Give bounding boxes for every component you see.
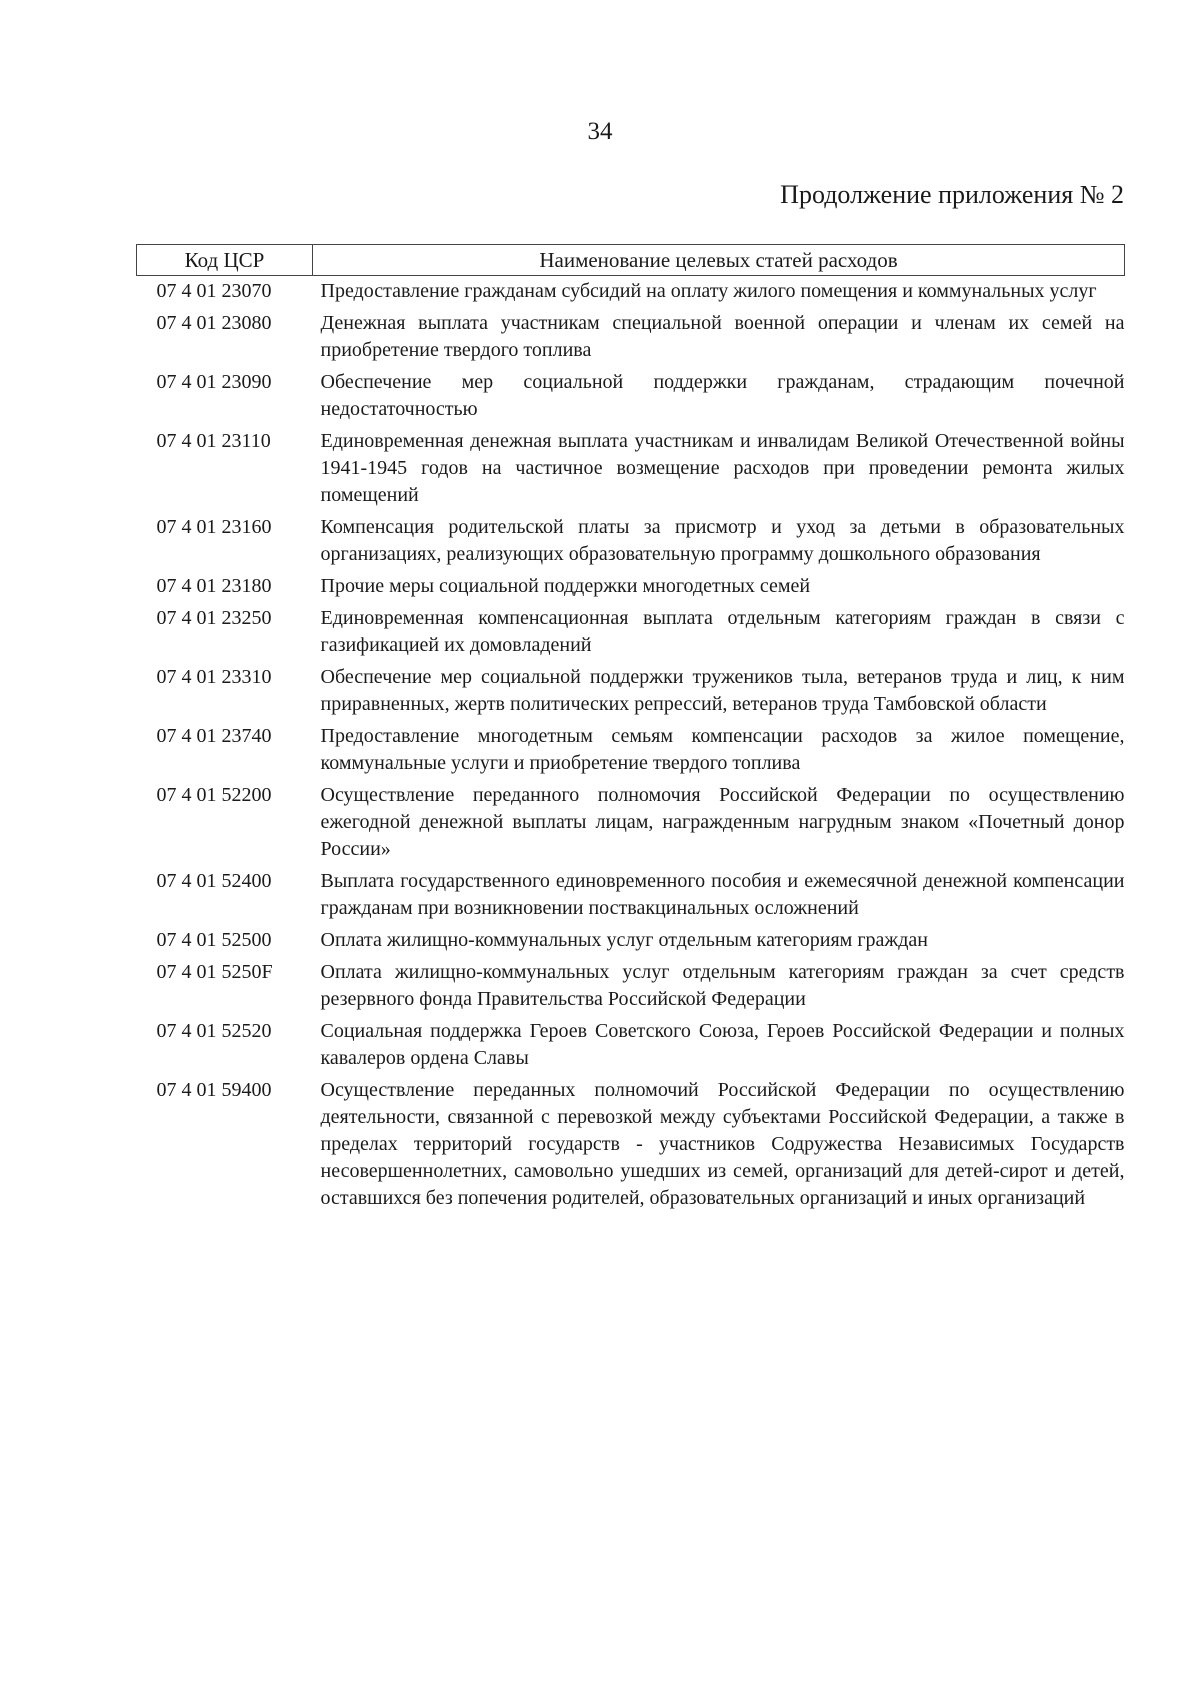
appendix-title: Продолжение приложения № 2 (780, 180, 1124, 209)
row-code: 07 4 01 52500 (156, 929, 272, 951)
header-code: Код ЦСР (137, 245, 313, 276)
row-name: Единовременная компенсационная выплата отдельным категориям граждан в связи с газификацией их домовладений (320, 607, 1125, 656)
row-name: Оплата жилищно-коммунальных услуг отдельным категориям граждан за счет средств резервного фонда Правительства Российской Федерации (320, 961, 1125, 1010)
header-name: Наименование целевых статей расходов (313, 245, 1125, 276)
table-row (137, 308, 1125, 367)
row-name: Осуществление переданных полномочий Российской Федерации по осуществлению деятельности, связанной с перевозкой между субъектами Российской Федерации, а также в пределах территорий государств - участников Содружества Независимых Государств несовершеннолетних, самовольно ушедших из семей, организаций для детей-сирот и детей, оставшихся без попечения родителей, образовательных организаций и иных организаций (320, 1079, 1125, 1209)
table-body (137, 276, 1125, 1216)
row-code: 07 4 01 23310 (156, 666, 272, 688)
row-name: Прочие меры социальной поддержки многодетных семей (320, 575, 811, 597)
table-row (137, 603, 1125, 662)
row-name: Социальная поддержка Героев Советского Союза, Героев Российской Федерации и полных кавалеров ордена Славы (320, 1020, 1125, 1069)
page-number: 34 (587, 118, 613, 145)
row-name: Осуществление переданного полномочия Российской Федерации по осуществлению ежегодной денежной выплаты лицам, награжденным нагрудным знаком «Почетный донор России» (320, 784, 1125, 860)
row-code: 07 4 01 59400 (156, 1079, 272, 1101)
row-code: 07 4 01 23180 (156, 575, 272, 597)
row-name: Денежная выплата участникам специальной военной операции и членам их семей на приобретение твердого топлива (320, 312, 1125, 361)
row-name: Выплата государственного единовременного пособия и ежемесячной денежной компенсации гражданам при возникновении поствакцинальных осложнений (320, 870, 1125, 919)
table-header-row (137, 245, 1125, 276)
row-code: 07 4 01 23090 (156, 371, 272, 393)
row-name: Обеспечение мер социальной поддержки тружеников тыла, ветеранов труда и лиц, к ним приравненных, жертв политических репрессий, ветеранов труда Тамбовской области (320, 666, 1125, 715)
table-row (137, 721, 1125, 780)
row-code: 07 4 01 5250F (156, 961, 273, 983)
row-code: 07 4 01 52520 (156, 1020, 272, 1042)
row-code: 07 4 01 23110 (156, 430, 271, 452)
row-code: 07 4 01 23160 (156, 516, 272, 538)
table-row (137, 276, 1125, 309)
row-name: Предоставление многодетным семьям компенсации расходов за жилое помещение, коммунальные услуги и приобретение твердого топлива (320, 725, 1125, 774)
table-row (137, 780, 1125, 866)
row-name: Обеспечение мер социальной поддержки гражданам, страдающим почечной недостаточностью (320, 371, 1125, 420)
row-code: 07 4 01 23070 (156, 280, 272, 302)
row-name: Предоставление гражданам субсидий на оплату жилого помещения и коммунальных услуг (320, 280, 1097, 302)
expense-items-table (136, 244, 1125, 1215)
row-code: 07 4 01 23080 (156, 312, 272, 334)
table-row (137, 367, 1125, 426)
table-row (137, 512, 1125, 571)
row-name: Оплата жилищно-коммунальных услуг отдельным категориям граждан (320, 929, 928, 951)
row-code: 07 4 01 52400 (156, 870, 272, 892)
table-row (137, 866, 1125, 925)
table-row (137, 1075, 1125, 1215)
table-row (137, 571, 1125, 603)
table-row (137, 426, 1125, 512)
row-code: 07 4 01 23250 (156, 607, 272, 629)
table-row (137, 662, 1125, 721)
table-row (137, 1016, 1125, 1075)
table-row (137, 957, 1125, 1016)
table-row (137, 925, 1125, 957)
row-name: Единовременная денежная выплата участникам и инвалидам Великой Отечественной войны 1941-1945 годов на частичное возмещение расходов при проведении ремонта жилых помещений (320, 430, 1125, 506)
row-code: 07 4 01 23740 (156, 725, 272, 747)
row-code: 07 4 01 52200 (156, 784, 272, 806)
row-name: Компенсация родительской платы за присмотр и уход за детьми в образовательных организациях, реализующих образовательную программу дошкольного образования (320, 516, 1125, 565)
